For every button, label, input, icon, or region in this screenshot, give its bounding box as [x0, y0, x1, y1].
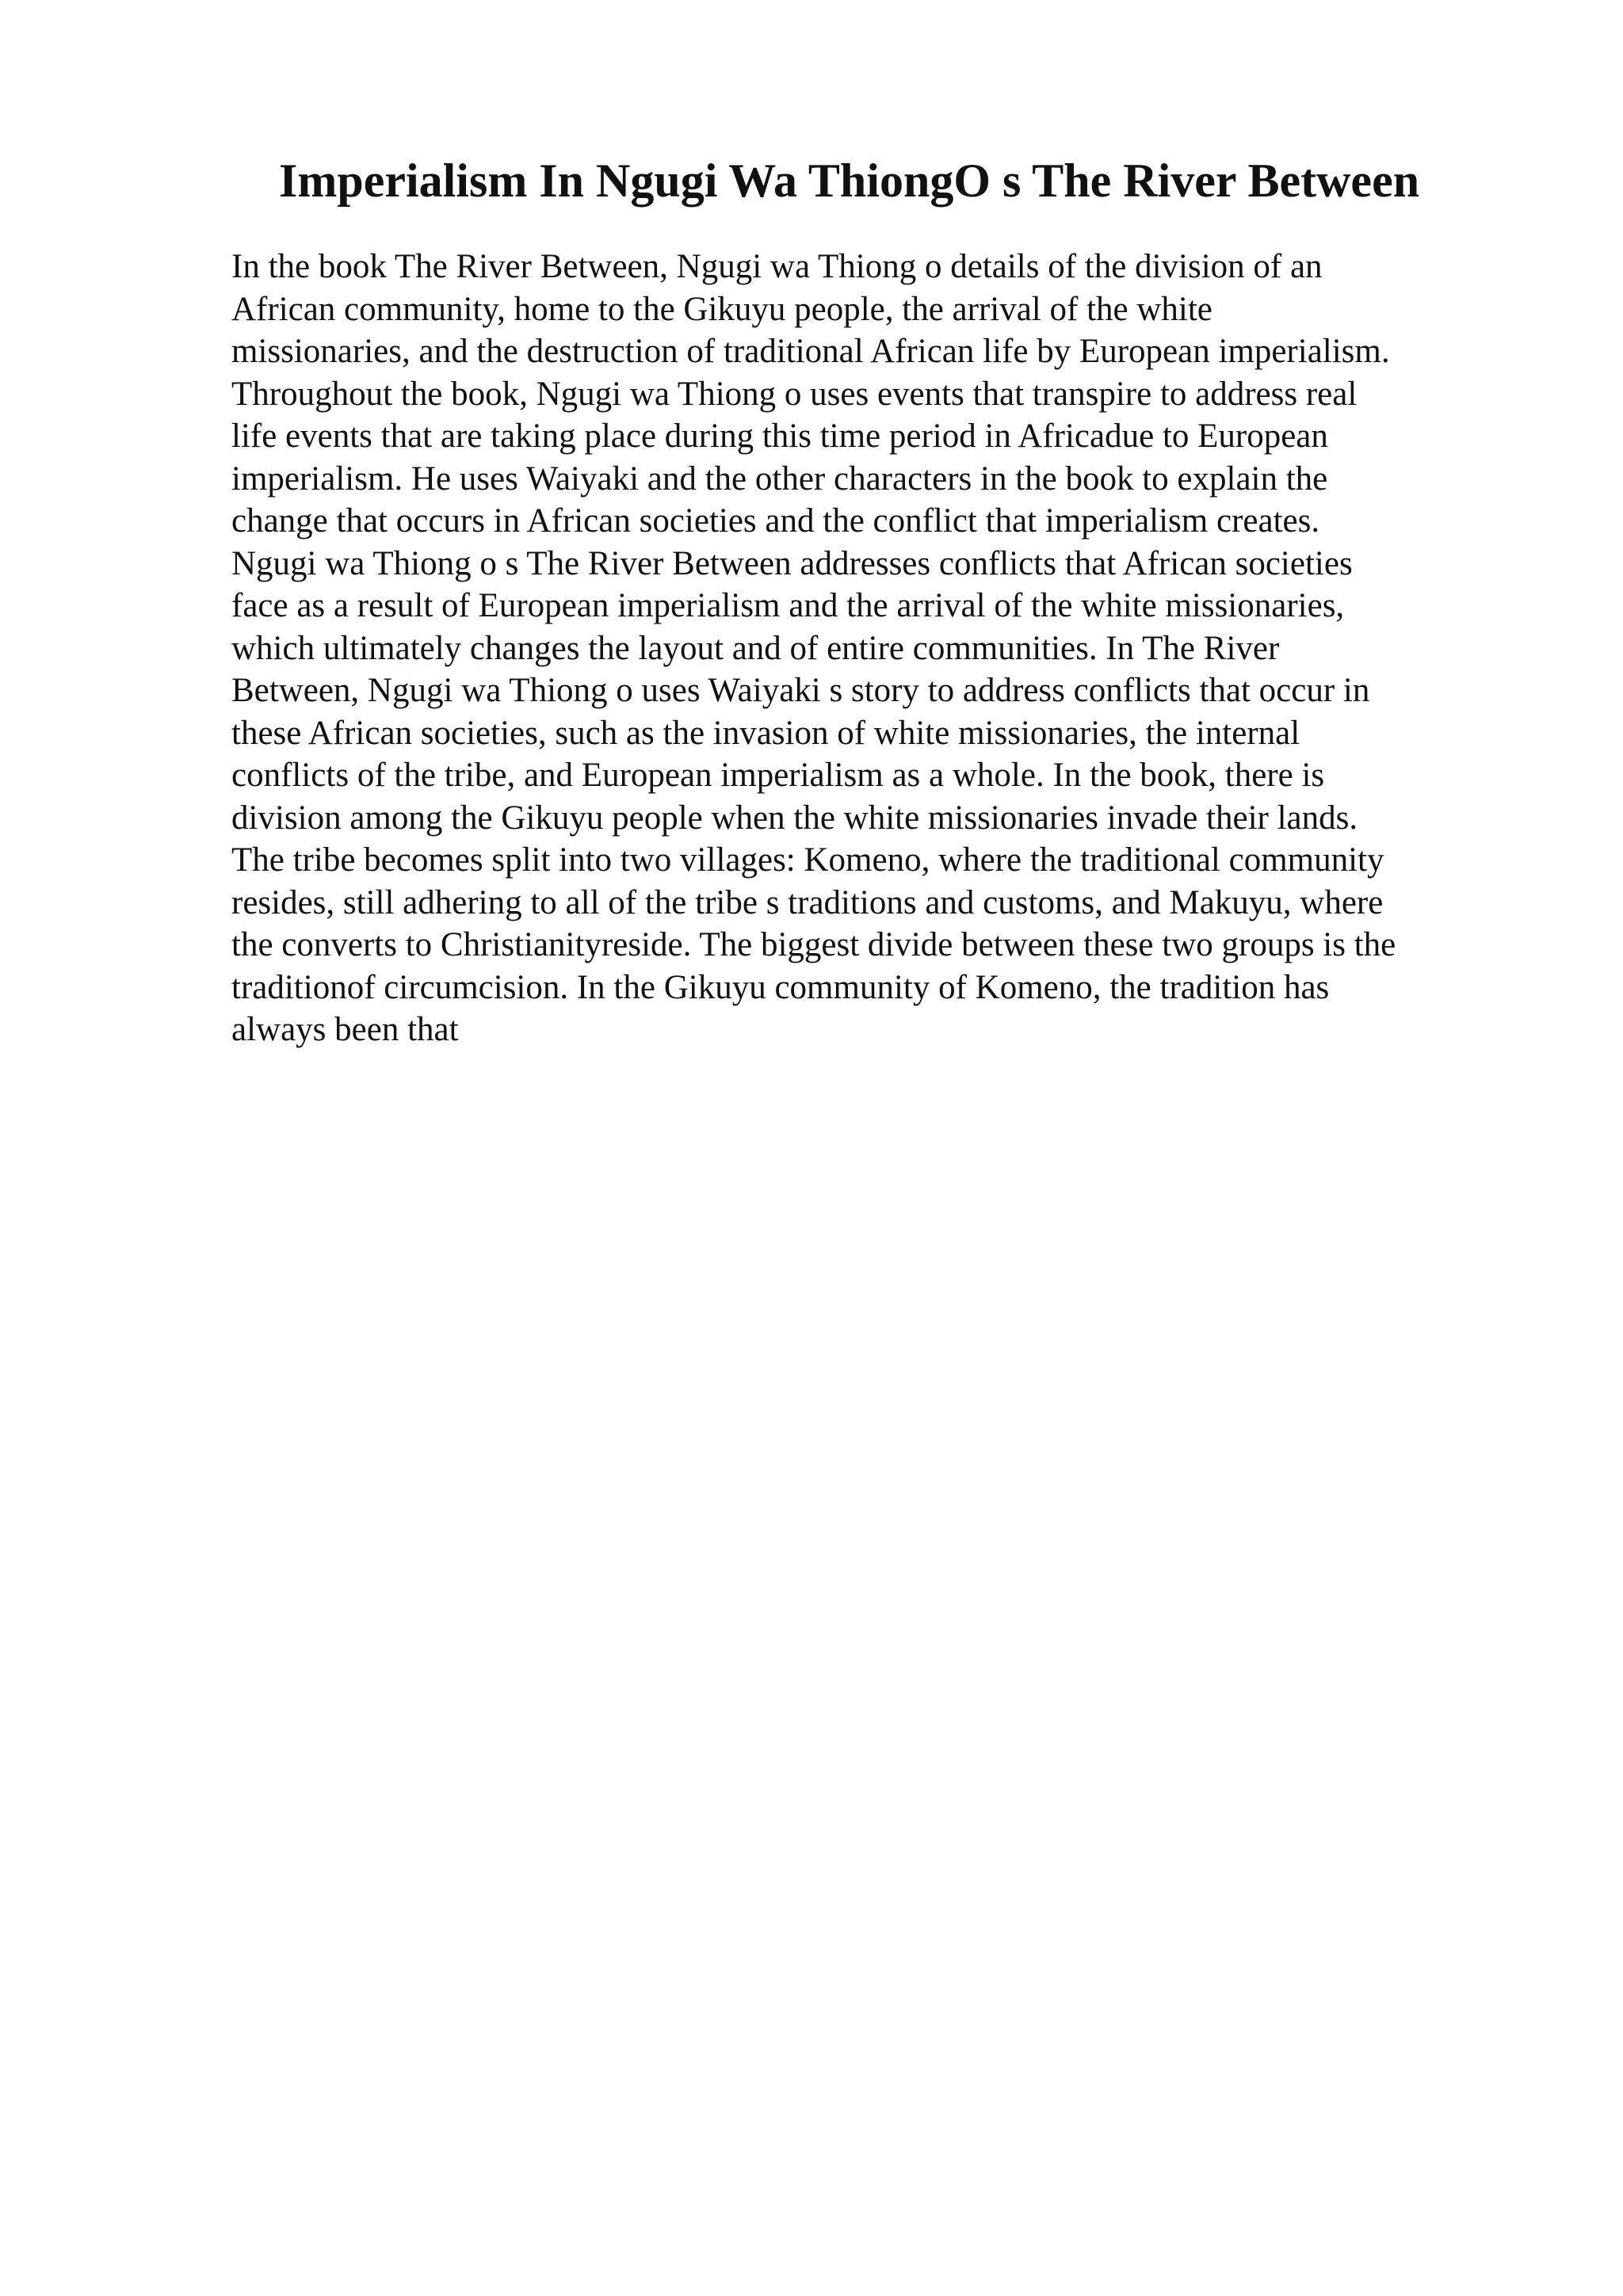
text-line: imperialism. He uses Waiyaki and the other characters in the book to explain the [231, 460, 1328, 498]
body-paragraph [231, 246, 1594, 1051]
text-line: Throughout the book, Ngugi wa Thiong o uses events that transpire to address real [231, 375, 1358, 413]
text-line: Ngugi wa Thiong o s The River Between addresses conflicts that African societies [231, 544, 1353, 582]
text-line: life events that are taking place during this time period in Africadue to European [231, 418, 1328, 455]
text-line: traditionof circumcision. In the Gikuyu community of Komeno, the tradition has [231, 968, 1330, 1006]
text-line: which ultimately changes the layout and of entire communities. In The River [231, 629, 1280, 667]
page-title: Imperialism In Ngugi Wa ThiongO s The River Between [279, 154, 1420, 207]
text-line: the converts to Christianityreside. The biggest divide between these two groups is the [231, 926, 1396, 963]
text-line: resides, still adhering to all of the tribe s traditions and customs, and Makuyu, where [231, 883, 1384, 921]
text-line: African community, home to the Gikuyu people, the arrival of the white [231, 290, 1212, 328]
text-line: In the book The River Between, Ngugi wa Thiong o details of the division of an [231, 248, 1323, 285]
text-line: The tribe becomes split into two villages: Komeno, where the traditional community [231, 841, 1384, 879]
text-line: missionaries, and the destruction of traditional African life by European imperialism. [231, 333, 1390, 370]
text-line: Between, Ngugi wa Thiong o uses Waiyaki s story to address conflicts that occur in [231, 672, 1370, 709]
text-line: these African societies, such as the invasion of white missionaries, the internal [231, 714, 1300, 752]
text-line: conflicts of the tribe, and European imperialism as a whole. In the book, there is [231, 757, 1325, 794]
text-line: always been that [231, 1011, 459, 1048]
text-line: face as a result of European imperialism and the arrival of the white missionaries, [231, 587, 1345, 624]
text-line: division among the Gikuyu people when the white missionaries invade their lands. [231, 799, 1358, 837]
text-line: change that occurs in African societies and the conflict that imperialism creates. [231, 502, 1320, 540]
